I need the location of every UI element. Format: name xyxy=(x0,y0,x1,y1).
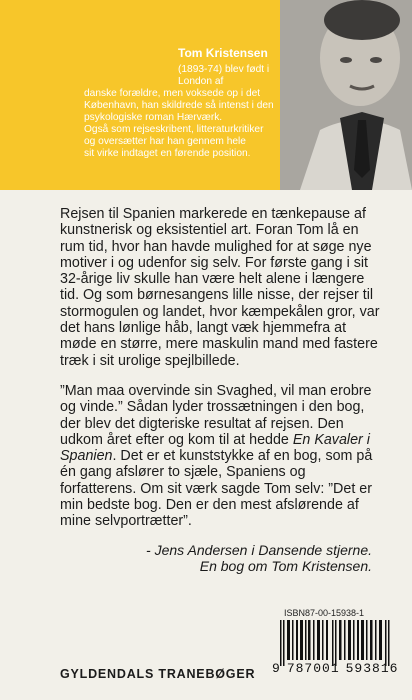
book-title: En Kavaler i Spanien xyxy=(60,431,370,465)
blurb-paragraph-1: Rejsen til Spanien markerede en tænkepause af kunstnerisk og eksistentiel art. Foran Tom lå en rum tid, hvor han havde mulighed for at søge nye motiver i og udenfor sig selv. For første gang i sit 32-årige liv skulle han være helt alene i længere tid. Og som børnesangens lille nisse, der rejser til stormogulen og landet, hvor kæmpekålen gror, var det hans lønlige håb, langt væk hjemmefra at møde en større, mere maskulin mand med fastere træk i sit urolige spejlbillede. xyxy=(60,206,380,369)
bio-line: Også som rejseskribent, litteraturkritiker xyxy=(84,124,264,135)
publisher-series: GYLDENDALS TRANEBØGER xyxy=(60,667,256,681)
barcode-group-2: 593816 xyxy=(345,661,399,676)
bio-line: sit virke indtaget en førende position. xyxy=(84,148,251,159)
paragraph-2-start: ”Man maa overvinde sin Svaghed, vil man erobre og vinde.” Sådan lyder trossætningen i den bog, der blev det digteriske resultat af rejsen. Den udkom året efter og kom til at hedde xyxy=(60,382,372,448)
blurb-paragraph-2 xyxy=(60,383,380,530)
attribution-line-1: - Jens Andersen i Dansende stjerne. xyxy=(146,542,372,558)
blurb-text xyxy=(60,206,380,544)
bio-line: danske forældre, men voksede op i det xyxy=(84,88,261,99)
barcode-digit-lead: 9 xyxy=(272,661,281,676)
bio-line: København, han skildrede så intenst i den xyxy=(84,100,274,111)
barcode-icon xyxy=(272,620,398,666)
bio-line: (1893-74) blev født i London af xyxy=(178,64,270,87)
barcode-number xyxy=(272,661,402,676)
author-photo xyxy=(280,0,412,190)
author-bio xyxy=(84,64,282,160)
author-name: Tom Kristensen xyxy=(178,46,268,60)
quote-attribution xyxy=(146,542,372,574)
attribution-line-2: En bog om Tom Kristensen. xyxy=(199,558,372,574)
paragraph-2-end: . Det er et kunststykke af en bog, som på én gang afslører to sjæle, Spaniens og forfatterens. Om sit værk sagde Tom selv: ”Det er min bedste bog. Den er den mest afslørende af mine selvportrætter”. xyxy=(60,448,373,530)
barcode-group-1: 787001 xyxy=(286,661,340,676)
bio-line: og oversætter har han gennem hele xyxy=(84,136,246,147)
author-portrait-image xyxy=(280,0,412,190)
bio-line: psykologiske roman Hærværk. xyxy=(84,112,223,123)
isbn-label: ISBN87-00-15938-1 xyxy=(284,608,365,618)
